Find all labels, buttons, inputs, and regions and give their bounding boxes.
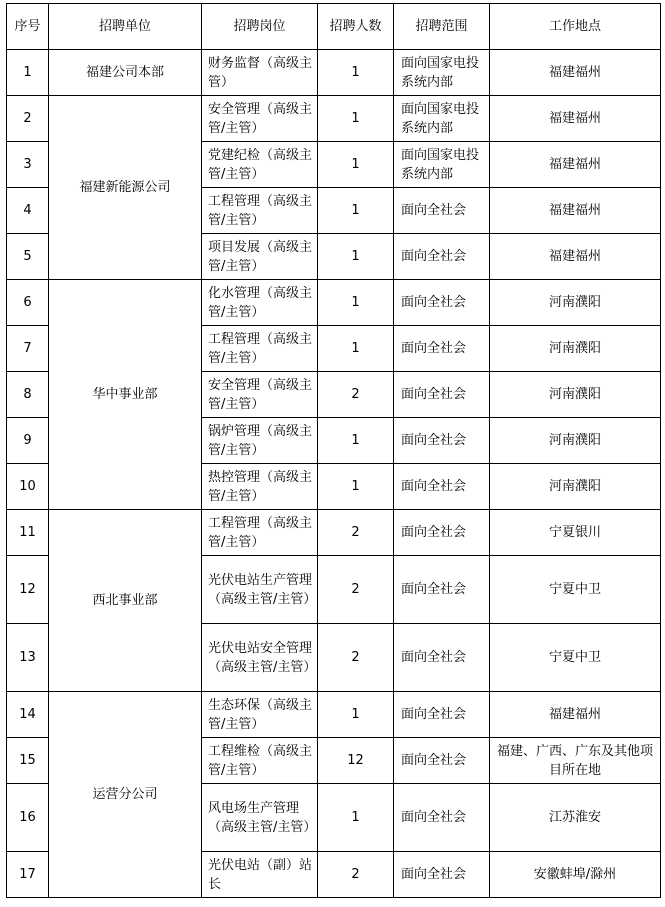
- cell-location: 河南濮阳: [490, 464, 661, 510]
- cell-scope: 面向全社会: [394, 510, 490, 556]
- cell-unit: 福建新能源公司: [49, 96, 202, 280]
- table-row: [7, 50, 661, 96]
- cell-location: 福建福州: [490, 188, 661, 234]
- cell-count: 2: [318, 852, 394, 898]
- cell-position: 光伏电站安全管理（高级主管/主管）: [202, 624, 318, 692]
- cell-seq: 13: [7, 624, 49, 692]
- cell-location: 福建福州: [490, 50, 661, 96]
- cell-scope: 面向全社会: [394, 418, 490, 464]
- cell-unit: 华中事业部: [49, 280, 202, 510]
- cell-count: 2: [318, 624, 394, 692]
- cell-position: 党建纪检（高级主管/主管）: [202, 142, 318, 188]
- cell-location: 福建福州: [490, 234, 661, 280]
- cell-location: 安徽蚌埠/滁州: [490, 852, 661, 898]
- header-seq: 序号: [7, 4, 49, 50]
- cell-position: 化水管理（高级主管/主管）: [202, 280, 318, 326]
- cell-scope: 面向全社会: [394, 784, 490, 852]
- cell-count: 1: [318, 784, 394, 852]
- header-unit: 招聘单位: [49, 4, 202, 50]
- header-row: [7, 4, 661, 50]
- cell-count: 2: [318, 510, 394, 556]
- cell-count: 1: [318, 234, 394, 280]
- cell-scope: 面向全社会: [394, 234, 490, 280]
- cell-count: 1: [318, 418, 394, 464]
- cell-location: 福建福州: [490, 96, 661, 142]
- cell-seq: 8: [7, 372, 49, 418]
- cell-scope: 面向国家电投系统内部: [394, 142, 490, 188]
- cell-seq: 15: [7, 738, 49, 784]
- cell-seq: 9: [7, 418, 49, 464]
- cell-location: 河南濮阳: [490, 418, 661, 464]
- cell-location: 福建福州: [490, 692, 661, 738]
- header-position: 招聘岗位: [202, 4, 318, 50]
- cell-location: 宁夏中卫: [490, 624, 661, 692]
- table-row: [7, 510, 661, 556]
- cell-scope: 面向全社会: [394, 556, 490, 624]
- cell-scope: 面向全社会: [394, 280, 490, 326]
- cell-location: 河南濮阳: [490, 326, 661, 372]
- cell-position: 光伏电站生产管理（高级主管/主管）: [202, 556, 318, 624]
- cell-position: 热控管理（高级主管/主管）: [202, 464, 318, 510]
- cell-scope: 面向全社会: [394, 738, 490, 784]
- cell-location: 宁夏中卫: [490, 556, 661, 624]
- cell-count: 1: [318, 692, 394, 738]
- cell-count: 2: [318, 372, 394, 418]
- cell-count: 1: [318, 326, 394, 372]
- cell-position: 安全管理（高级主管/主管）: [202, 372, 318, 418]
- cell-count: 1: [318, 188, 394, 234]
- cell-position: 光伏电站（副）站长: [202, 852, 318, 898]
- cell-seq: 17: [7, 852, 49, 898]
- cell-scope: 面向全社会: [394, 692, 490, 738]
- table-row: [7, 280, 661, 326]
- cell-seq: 4: [7, 188, 49, 234]
- cell-unit: 福建公司本部: [49, 50, 202, 96]
- cell-count: 1: [318, 142, 394, 188]
- header-location: 工作地点: [490, 4, 661, 50]
- cell-seq: 2: [7, 96, 49, 142]
- header-scope: 招聘范围: [394, 4, 490, 50]
- cell-seq: 12: [7, 556, 49, 624]
- cell-position: 工程管理（高级主管/主管）: [202, 510, 318, 556]
- cell-position: 项目发展（高级主管/主管）: [202, 234, 318, 280]
- cell-scope: 面向全社会: [394, 852, 490, 898]
- cell-count: 2: [318, 556, 394, 624]
- cell-count: 1: [318, 464, 394, 510]
- cell-position: 财务监督（高级主管）: [202, 50, 318, 96]
- cell-seq: 14: [7, 692, 49, 738]
- cell-position: 锅炉管理（高级主管/主管）: [202, 418, 318, 464]
- cell-seq: 6: [7, 280, 49, 326]
- cell-unit: 西北事业部: [49, 510, 202, 692]
- cell-count: 12: [318, 738, 394, 784]
- cell-location: 河南濮阳: [490, 280, 661, 326]
- cell-scope: 面向全社会: [394, 372, 490, 418]
- recruitment-table-wrapper: [6, 3, 661, 898]
- cell-seq: 3: [7, 142, 49, 188]
- cell-location: 河南濮阳: [490, 372, 661, 418]
- cell-position: 风电场生产管理（高级主管/主管）: [202, 784, 318, 852]
- cell-unit: 运营分公司: [49, 692, 202, 898]
- cell-scope: 面向全社会: [394, 188, 490, 234]
- cell-location: 宁夏银川: [490, 510, 661, 556]
- table-row: [7, 96, 661, 142]
- cell-seq: 16: [7, 784, 49, 852]
- cell-position: 工程管理（高级主管/主管）: [202, 188, 318, 234]
- cell-seq: 10: [7, 464, 49, 510]
- cell-scope: 面向全社会: [394, 326, 490, 372]
- cell-position: 安全管理（高级主管/主管）: [202, 96, 318, 142]
- cell-scope: 面向国家电投系统内部: [394, 96, 490, 142]
- table-row: [7, 692, 661, 738]
- cell-location: 福建、广西、广东及其他项目所在地: [490, 738, 661, 784]
- cell-location: 福建福州: [490, 142, 661, 188]
- cell-location: 江苏淮安: [490, 784, 661, 852]
- cell-seq: 5: [7, 234, 49, 280]
- cell-count: 1: [318, 280, 394, 326]
- header-count: 招聘人数: [318, 4, 394, 50]
- cell-seq: 1: [7, 50, 49, 96]
- cell-position: 生态环保（高级主管/主管）: [202, 692, 318, 738]
- recruitment-table: [6, 3, 661, 898]
- cell-position: 工程维检（高级主管/主管）: [202, 738, 318, 784]
- cell-seq: 7: [7, 326, 49, 372]
- cell-count: 1: [318, 96, 394, 142]
- cell-position: 工程管理（高级主管/主管）: [202, 326, 318, 372]
- cell-scope: 面向全社会: [394, 624, 490, 692]
- cell-seq: 11: [7, 510, 49, 556]
- cell-scope: 面向全社会: [394, 464, 490, 510]
- cell-count: 1: [318, 50, 394, 96]
- cell-scope: 面向国家电投系统内部: [394, 50, 490, 96]
